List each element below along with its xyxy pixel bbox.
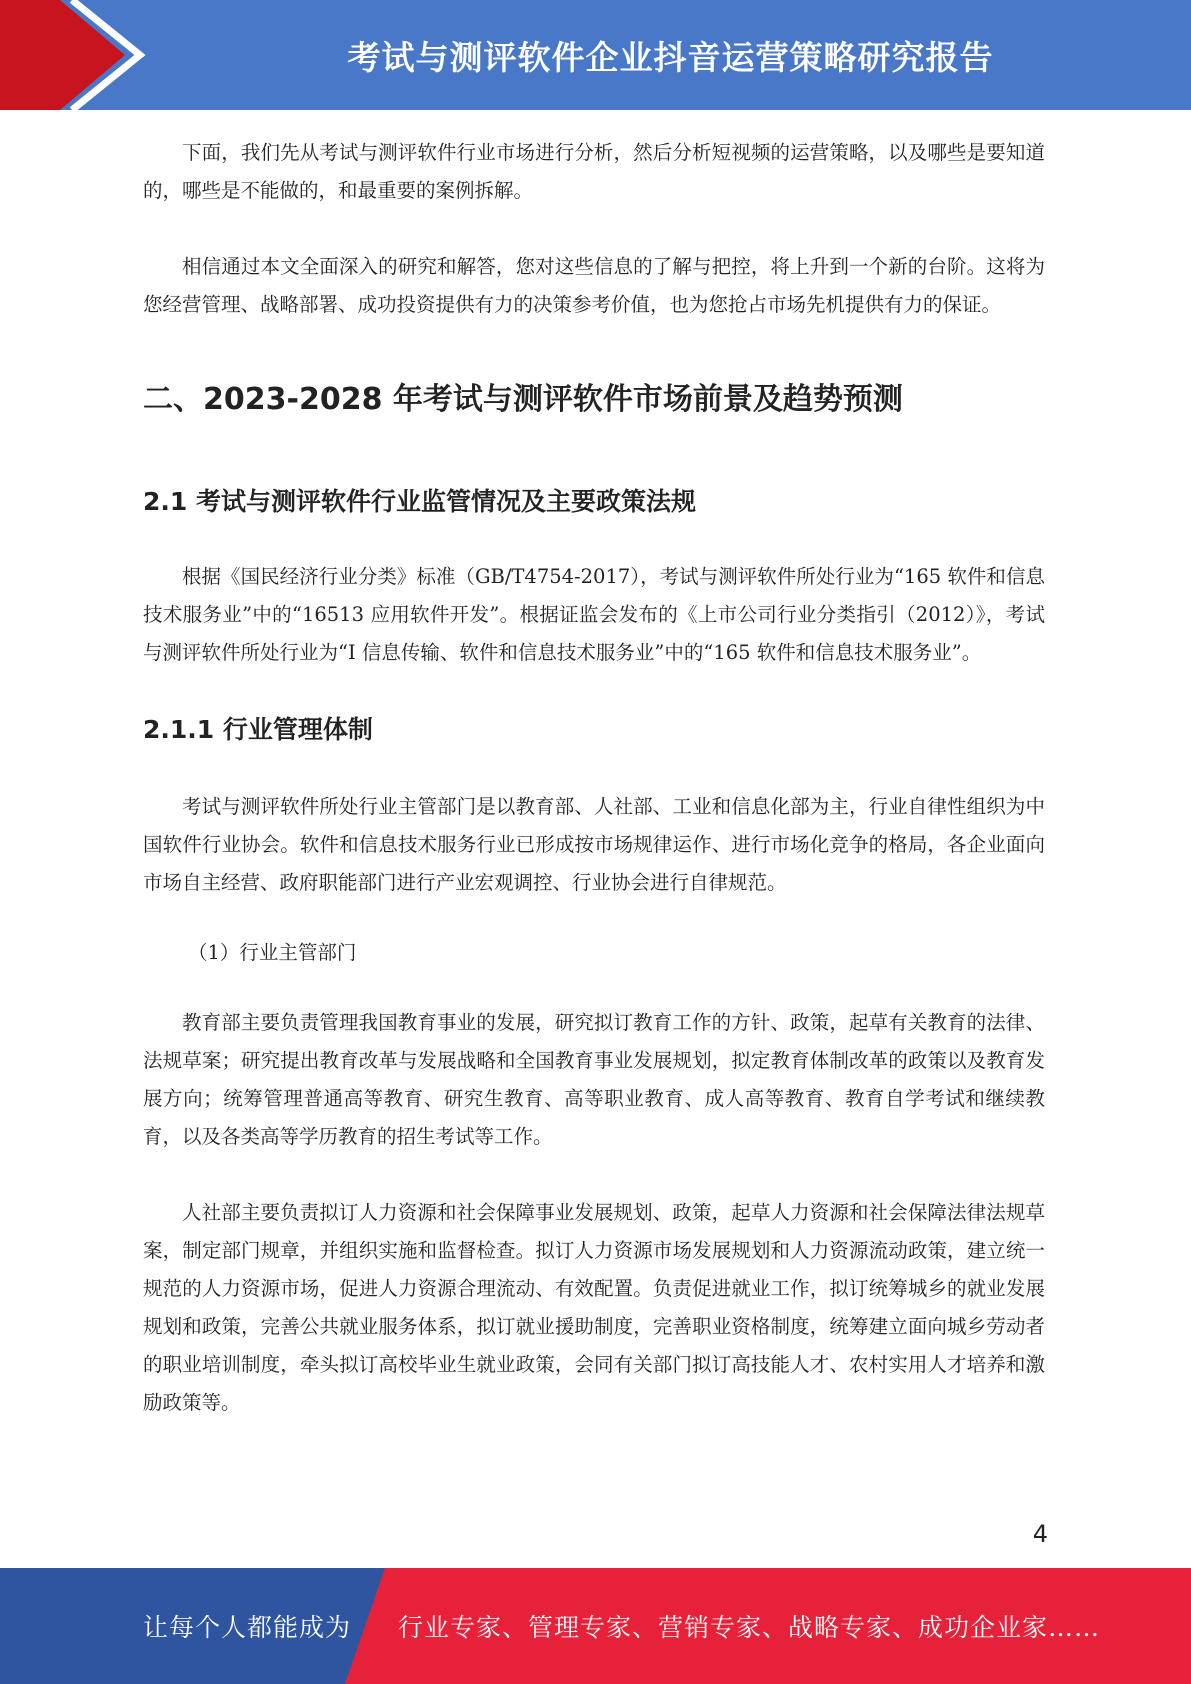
section-2-1-paragraph: 根据《国民经济行业分类》标准（GB/T4754-2017），考试与测评软件所处行业为“165 软件和信息技术服务业”中的“16513 应用软件开发”。根据证监会发布的《上市公司行业分类指引（2012）》，考试与测评软件所处行业为“I 信息传输、软件和信息技术服务业”中的“165 软件和信息技术服务业”。	[143, 565, 1045, 664]
section-heading-2-1-1: 2.1.1 行业管理体制	[143, 715, 373, 744]
footer-slogan-left: 让每个人都能成为	[143, 1613, 352, 1642]
intro-paragraph-1: 下面，我们先从考试与测评软件行业市场进行分析，然后分析短视频的运营策略，以及哪些是要知道的，哪些是不能做的，和最重要的案例拆解。	[143, 141, 1045, 202]
moe-paragraph: 教育部主要负责管理我国教育事业的发展，研究拟订教育工作的方针、政策，起草有关教育的法律、法规草案；研究提出教育改革与发展战略和全国教育事业发展规划，拟定教育体制改革的政策以及教育发展方向；统筹管理普通高等教育、研究生教育、高等职业教育、成人高等教育、教育自学考试和继续教育，以及各类高等学历教育的招生考试等工作。	[143, 1011, 1045, 1148]
report-title: 考试与测评软件企业抖音运营策略研究报告	[347, 37, 994, 77]
section-2-1-1-paragraph: 考试与测评软件所处行业主管部门是以教育部、人社部、工业和信息化部为主，行业自律性组织为中国软件行业协会。软件和信息技术服务行业已形成按市场规律运作、进行市场化竞争的格局，各企业面向市场自主经营、政府职能部门进行产业宏观调控、行业协会进行自律规范。	[143, 795, 1045, 894]
section-heading-2-1: 2.1 考试与测评软件行业监管情况及主要政策法规	[143, 487, 696, 516]
footer-slogan-right: 行业专家、管理专家、营销专家、战略专家、成功企业家……	[398, 1613, 1101, 1642]
page-footer	[0, 1568, 1191, 1684]
subheading-industry-authority: （1）行业主管部门	[188, 941, 357, 964]
document-body	[143, 134, 1045, 1422]
page-header	[0, 0, 1191, 110]
mohrss-paragraph: 人社部主要负责拟订人力资源和社会保障事业发展规划、政策，起草人力资源和社会保障法律法规草案，制定部门规章，并组织实施和监督检查。拟订人力资源市场发展规划和人力资源流动政策，建立统一规范的人力资源市场，促进人力资源合理流动、有效配置。负责促进就业工作，拟订统筹城乡的就业发展规划和政策，完善公共就业服务体系，拟订就业援助制度，完善职业资格制度，统筹建立面向城乡劳动者的职业培训制度，牵头拟订高校毕业生就业政策，会同有关部门拟订高技能人才、农村实用人才培养和激励政策等。	[143, 1201, 1045, 1414]
page-number: 4	[1032, 1520, 1048, 1548]
intro-paragraph-2: 相信通过本文全面深入的研究和解答，您对这些信息的了解与把控，将上升到一个新的台阶。这将为您经营管理、战略部署、成功投资提供有力的决策参考价值，也为您抢占市场先机提供有力的保证。	[143, 255, 1045, 316]
section-heading-2: 二、2023-2028 年考试与测评软件市场前景及趋势预测	[143, 382, 903, 417]
